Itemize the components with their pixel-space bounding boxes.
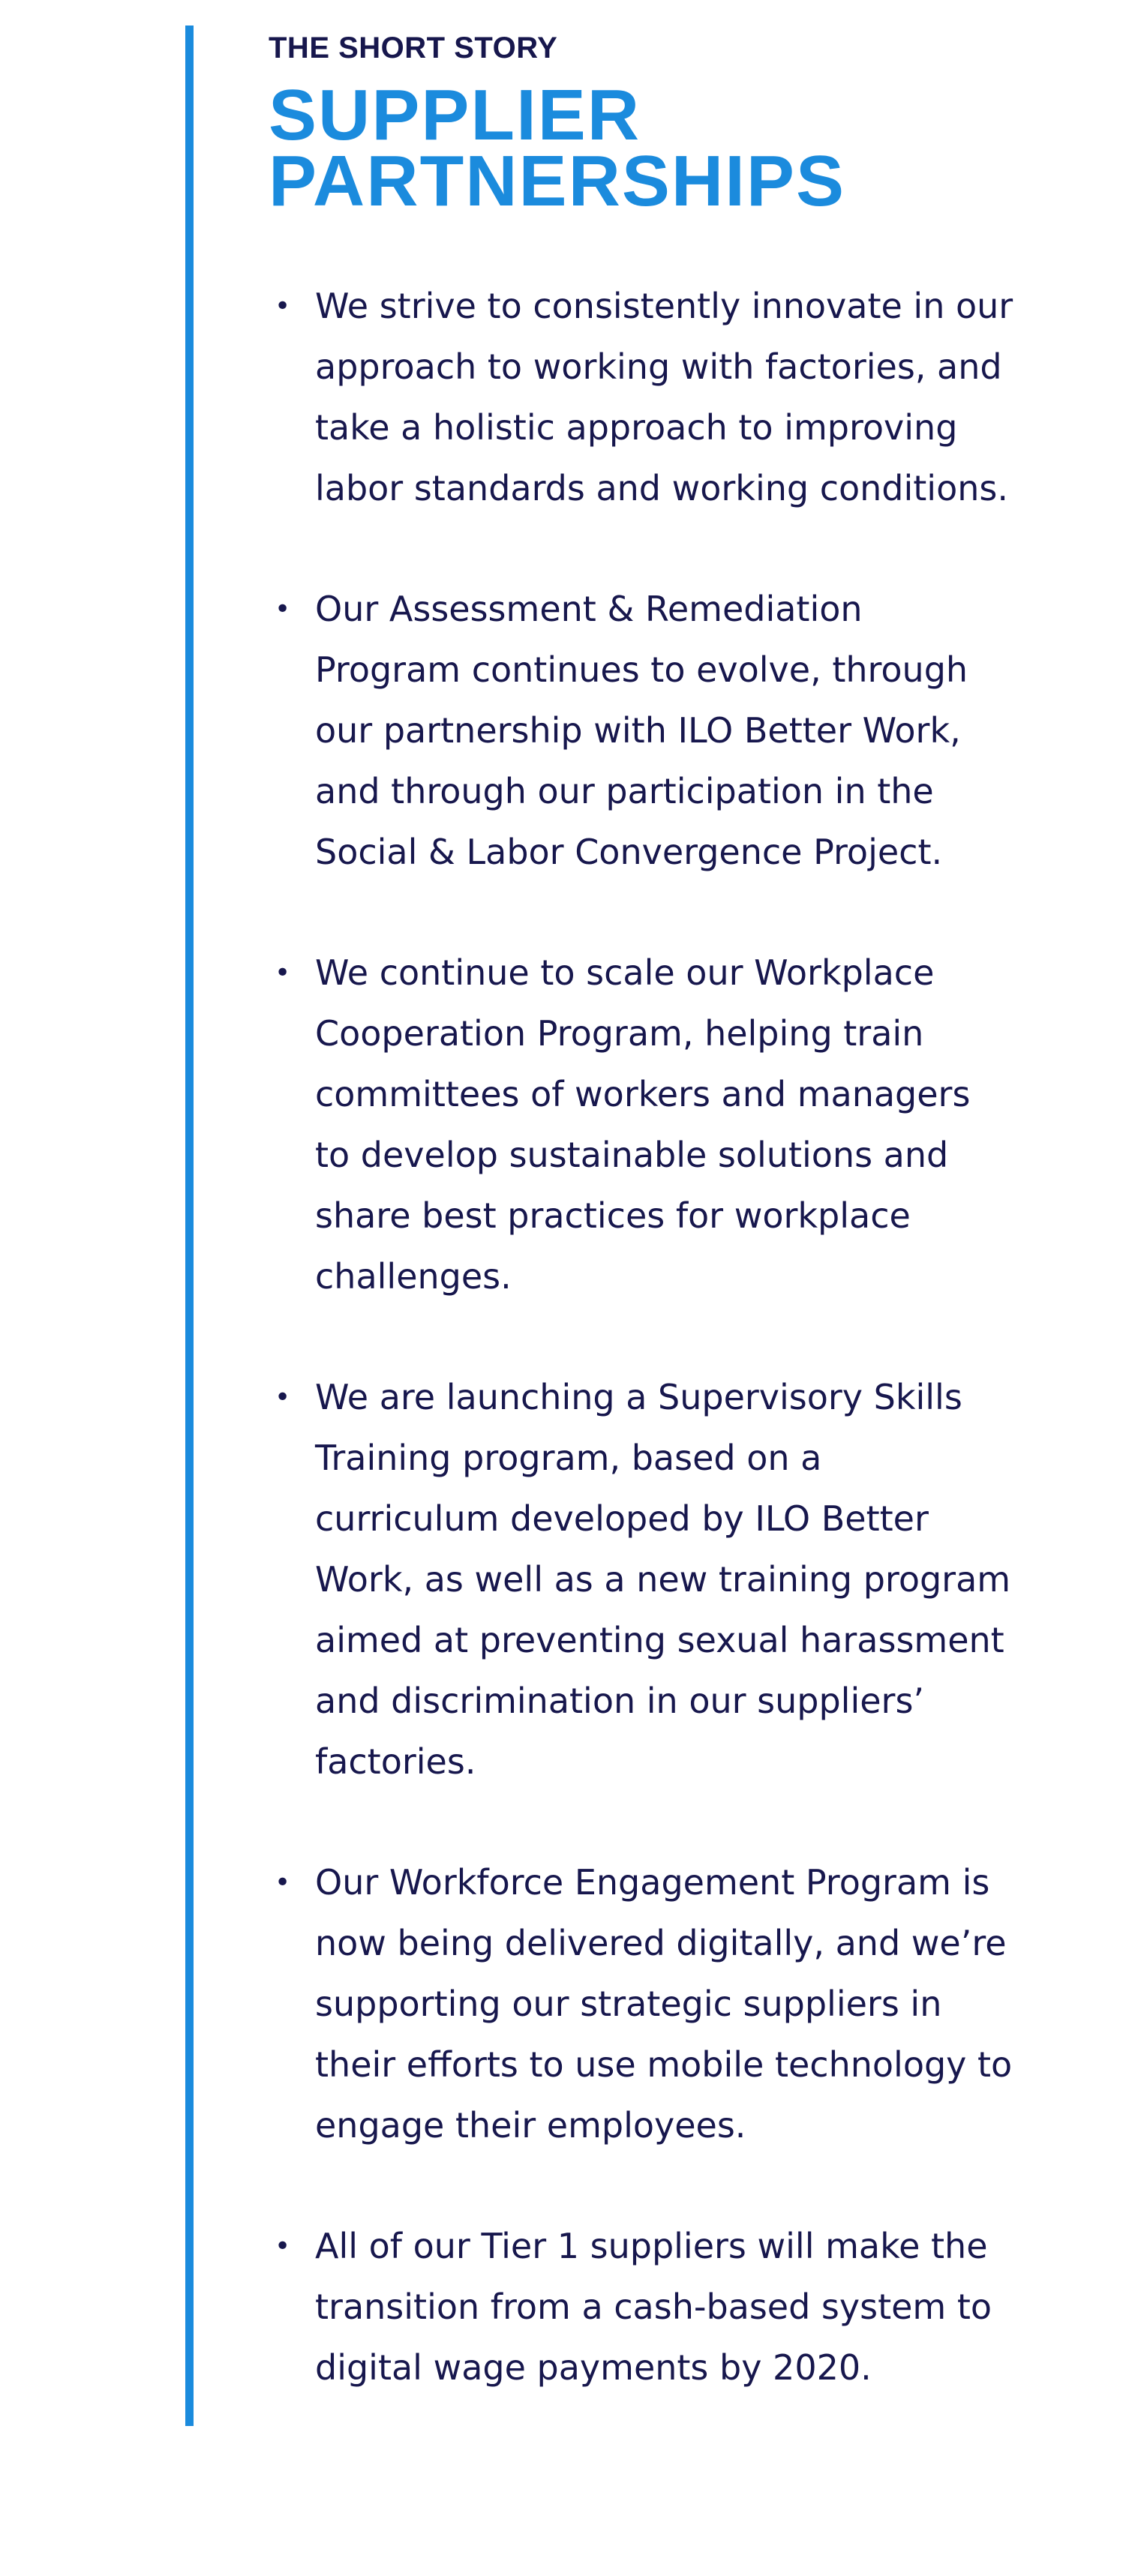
bullet-item [269,943,1109,1307]
bullet-line: We are launching a Supervisory Skills [315,1377,962,1417]
bullet-text [315,579,1109,883]
bullet-line: and discrimination in our suppliers’ [315,1681,925,1721]
bullet-item [269,1852,1109,2156]
page-title [269,75,1109,221]
bullet-line: supporting our strategic suppliers in [315,1984,942,2024]
bullet-line: factories. [315,1741,476,1782]
bullet-line: to develop sustainable solutions and [315,1135,949,1175]
bullet-line: Social & Labor Convergence Project. [315,832,943,872]
bullet-line: digital wage payments by 2020. [315,2347,872,2388]
bullet-line: labor standards and working conditions. [315,468,1008,508]
bullet-text [315,1852,1109,2156]
bullet-dot-icon: • [275,291,291,322]
accent-bar [185,25,194,2426]
content-column [269,28,1109,2458]
bullet-line: Work, as well as a new training program [315,1559,1011,1600]
bullet-line: engage their employees. [315,2105,746,2146]
bullet-line: transition from a cash-based system to [315,2287,992,2327]
bullet-item [269,2216,1109,2398]
page-title-line-2: PARTNERSHIPS [269,141,845,221]
bullet-line: We continue to scale our Workplace [315,952,935,993]
bullet-item [269,1367,1109,1792]
bullet-line: aimed at preventing sexual harassment [315,1620,1004,1660]
bullet-line: Our Assessment & Remediation [315,589,863,629]
bullet-line: our partnership with ILO Better Work, [315,710,961,751]
bullet-dot-icon: • [275,1867,291,1898]
bullet-dot-icon: • [275,958,291,988]
bullet-line: All of our Tier 1 suppliers will make the [315,2226,988,2266]
bullet-text [315,2216,1109,2398]
bullet-line: Our Workforce Engagement Program is [315,1862,990,1903]
bullet-text [315,1367,1109,1792]
bullet-line: their efforts to use mobile technology to [315,2044,1013,2085]
bullet-list [269,276,1109,2398]
bullet-dot-icon: • [275,594,291,625]
section-eyebrow: THE SHORT STORY [269,31,558,64]
bullet-line: challenges. [315,1256,512,1297]
bullet-line: Training program, based on a [315,1438,822,1478]
bullet-line: take a holistic approach to improving [315,407,958,448]
bullet-line: We strive to consistently innovate in our [315,286,1013,326]
bullet-line: approach to working with factories, and [315,346,1002,387]
bullet-line: and through our participation in the [315,771,934,811]
bullet-item [269,579,1109,883]
bullet-text [315,276,1109,519]
bullet-dot-icon: • [275,2231,291,2262]
bullet-item [269,276,1109,519]
bullet-line: curriculum developed by ILO Better [315,1498,929,1539]
bullet-line: Cooperation Program, helping train [315,1013,924,1054]
bullet-dot-icon: • [275,1382,291,1413]
bullet-text [315,943,1109,1307]
bullet-line: committees of workers and managers [315,1074,971,1114]
bullet-line: now being delivered digitally, and we’re [315,1923,1007,1963]
bullet-line: Program continues to evolve, through [315,649,968,690]
page-title-line-1: SUPPLIER [269,75,641,155]
bullet-line: share best practices for workplace [315,1195,911,1236]
